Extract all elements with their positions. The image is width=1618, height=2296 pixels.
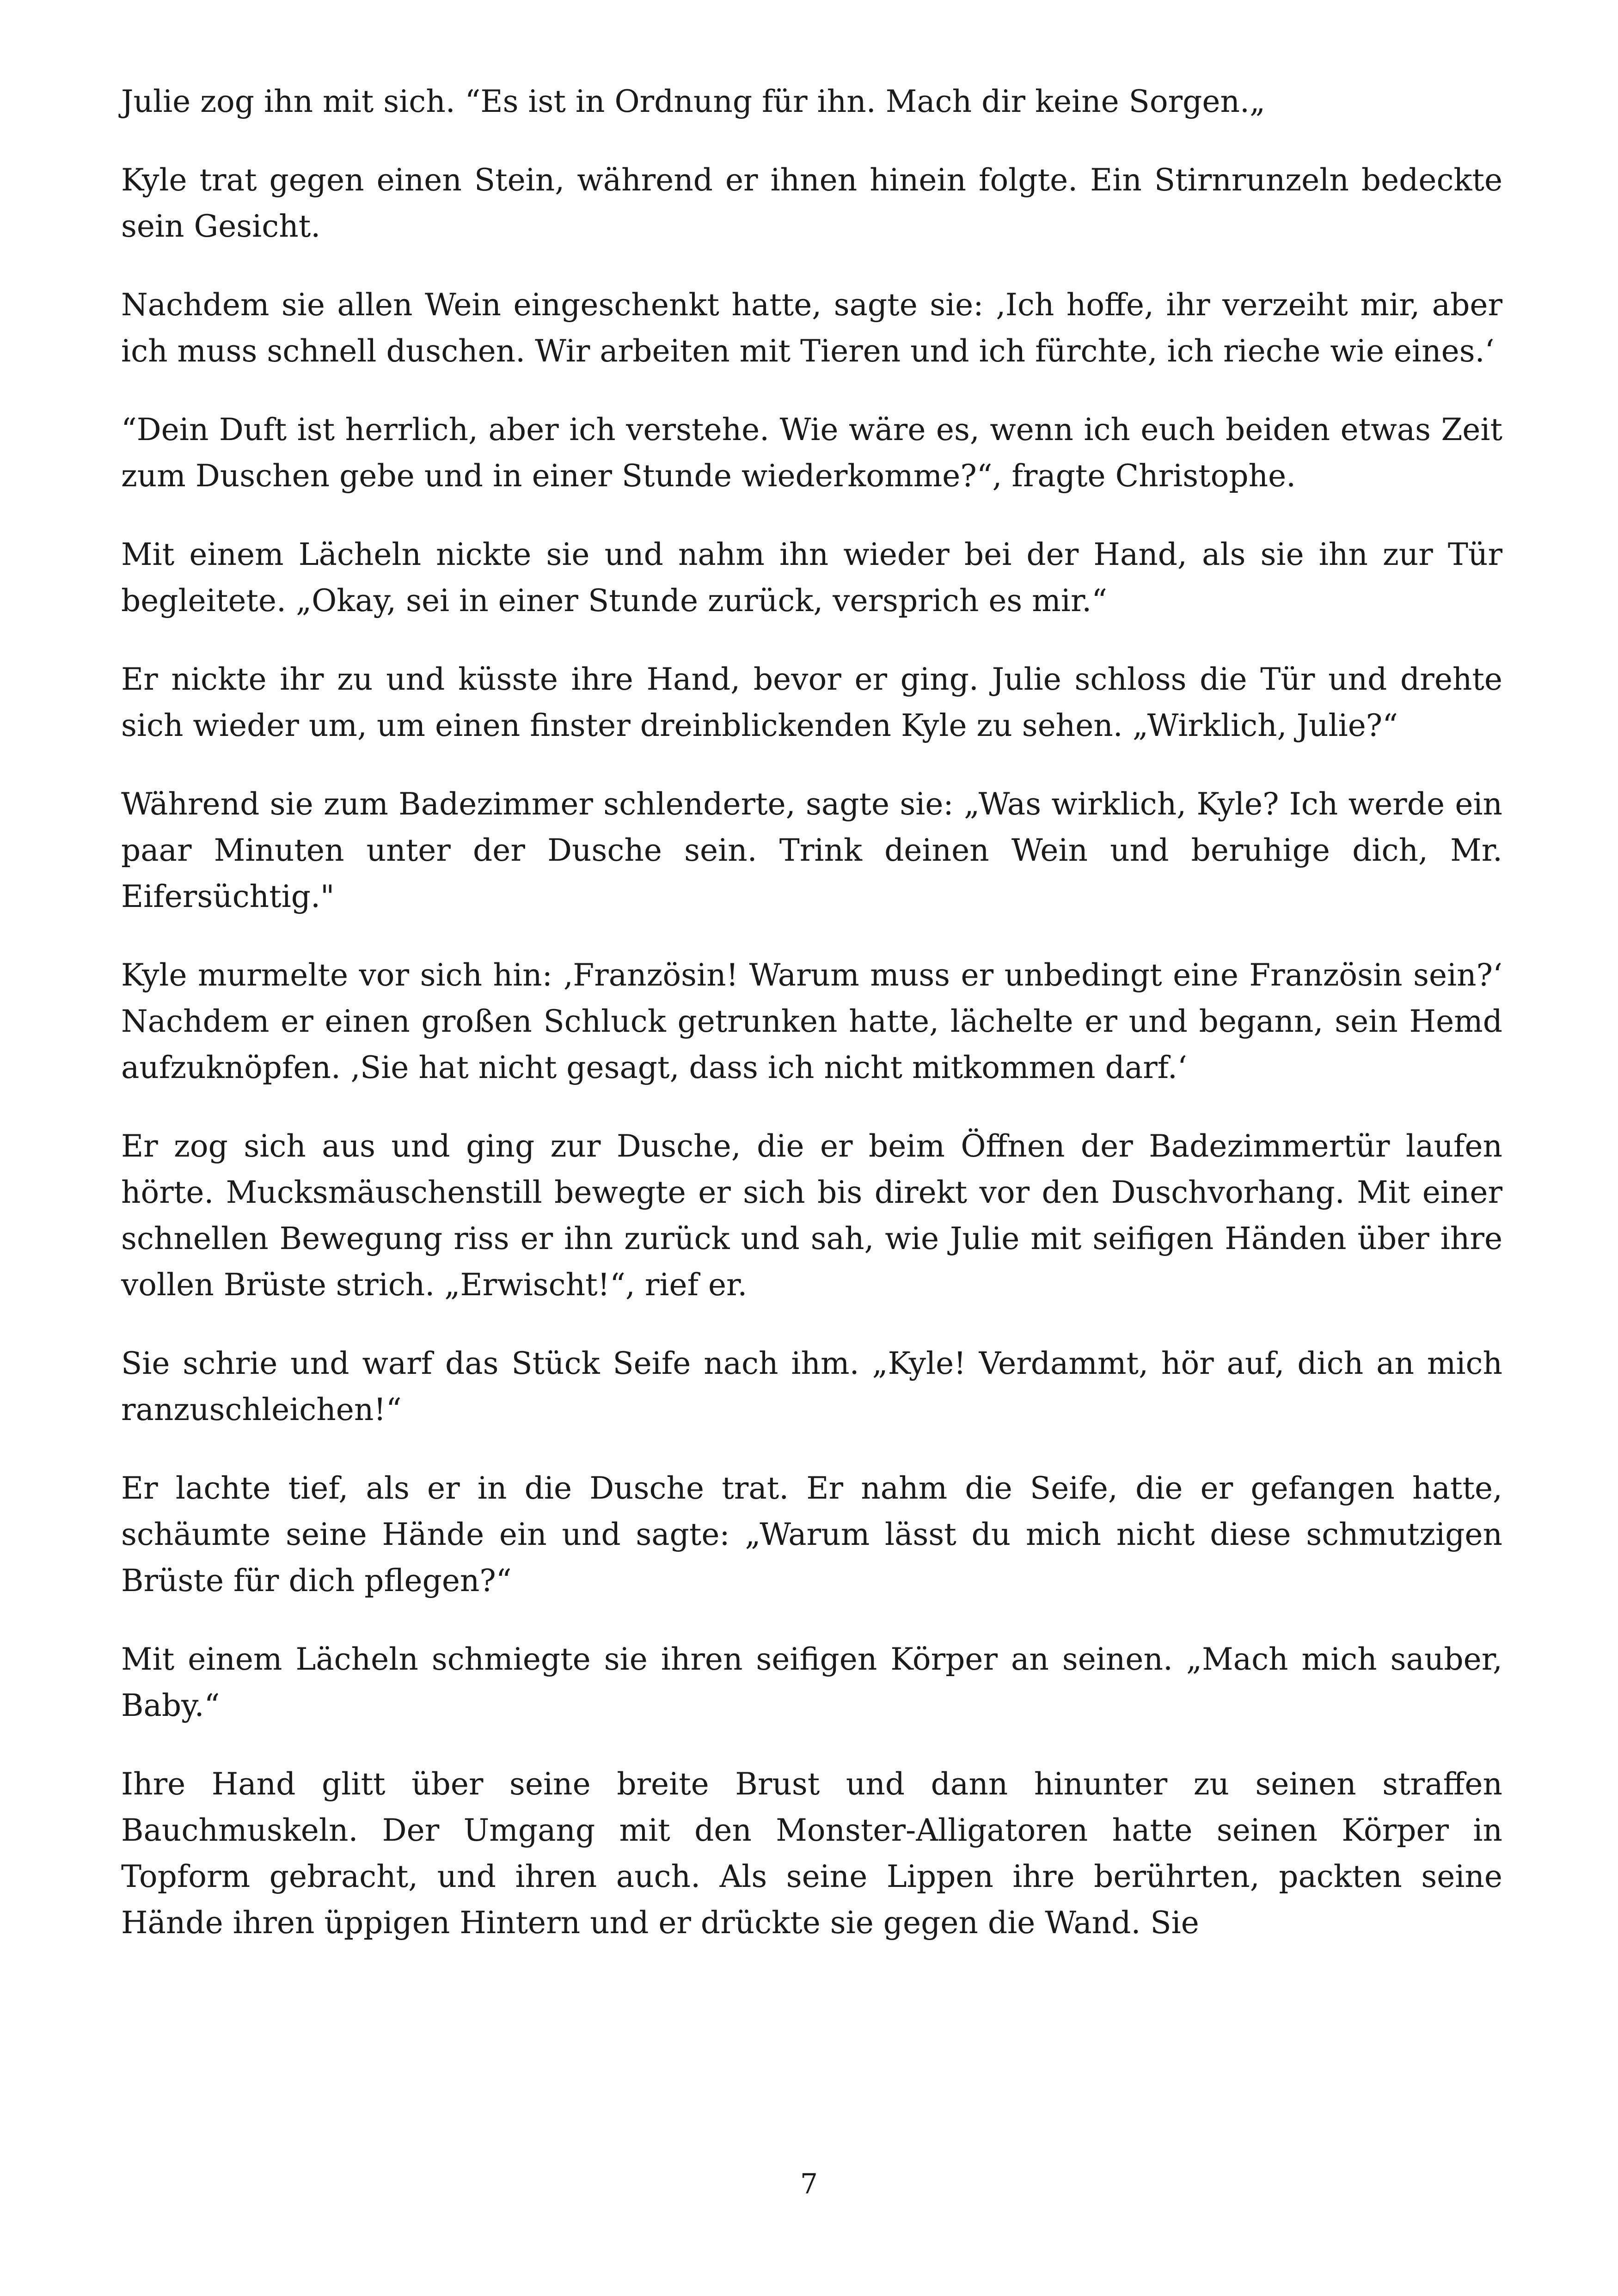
paragraph-7: Während sie zum Badezimmer schlenderte, sagte sie: „Was wirklich, Kyle? Ich werde ein paar Minuten unter der Dusche sein. Trink deinen Wein und beruhige dich, Mr. Eifersüchtig.": [121, 786, 1502, 914]
page-number: 7: [800, 2168, 818, 2200]
paragraph-13: Ihre Hand glitt über seine breite Brust und dann hinunter zu seinen straffen Bauchmuskeln. Der Umgang mit den Monster-Alligatoren hatte seinen Körper in Topform gebracht, und ihren auch. Als seine Lippen ihre berührten, packten seine Hände ihren üppigen Hintern und er drückte sie gegen die Wand. Sie: [121, 1766, 1502, 1941]
paragraph-11: Er lachte tief, als er in die Dusche trat. Er nahm die Seife, die er gefangen hatte, schäumte seine Hände ein und sagte: „Warum lässt du mich nicht diese schmutzigen Brüste für dich pflegen?“: [121, 1470, 1502, 1598]
paragraph-4: “Dein Duft ist herrlich, aber ich verstehe. Wie wäre es, wenn ich euch beiden etwas Zeit zum Duschen gebe und in einer Stunde wiederkomme?“, fragte Christophe.: [121, 412, 1502, 494]
paragraph-2: Kyle trat gegen einen Stein, während er ihnen hinein folgte. Ein Stirnrunzeln bedeckte sein Gesicht.: [121, 162, 1502, 244]
paragraph-6: Er nickte ihr zu und küsste ihre Hand, bevor er ging. Julie schloss die Tür und drehte sich wieder um, um einen finster dreinblickenden Kyle zu sehen. „Wirklich, Julie?“: [121, 661, 1502, 743]
paragraph-5: Mit einem Lächeln nickte sie und nahm ihn wieder bei der Hand, als sie ihn zur Tür begleitete. „Okay, sei in einer Stunde zurück, versprich es mir.“: [121, 537, 1502, 618]
paragraph-1: Julie zog ihn mit sich. “Es ist in Ordnung für ihn. Mach dir keine Sorgen.„: [121, 84, 1266, 119]
paragraph-12: Mit einem Lächeln schmiegte sie ihren seifigen Körper an seinen. „Mach mich sauber, Baby.“: [121, 1641, 1502, 1723]
paragraph-9: Er zog sich aus und ging zur Dusche, die er beim Öffnen der Badezimmertür laufen hörte. Mucksmäuschenstill bewegte er sich bis direkt vor den Duschvorhang. Mit einer schnellen Bewegung riss er ihn zurück und sah, wie Julie mit seifigen Händen über ihre vollen Brüste strich. „Erwischt!“, rief er.: [121, 1128, 1502, 1303]
page-body: [121, 79, 1502, 1978]
paragraph-8: Kyle murmelte vor sich hin: ‚Französin! Warum muss er unbedingt eine Französin sein?‘ Nachdem er einen großen Schluck getrunken hatte, lächelte er und begann, sein Hemd aufzuknöpfen. ‚Sie hat nicht gesagt, dass ich nicht mitkommen darf.‘: [121, 957, 1502, 1085]
paragraph-10: Sie schrie und warf das Stück Seife nach ihm. „Kyle! Verdammt, hör auf, dich an mich ranzuschleichen!“: [121, 1346, 1502, 1427]
paragraph-3: Nachdem sie allen Wein eingeschenkt hatte, sagte sie: ‚Ich hoffe, ihr verzeiht mir, aber ich muss schnell duschen. Wir arbeiten mit Tieren und ich fürchte, ich rieche wie eines.‘: [121, 287, 1502, 369]
